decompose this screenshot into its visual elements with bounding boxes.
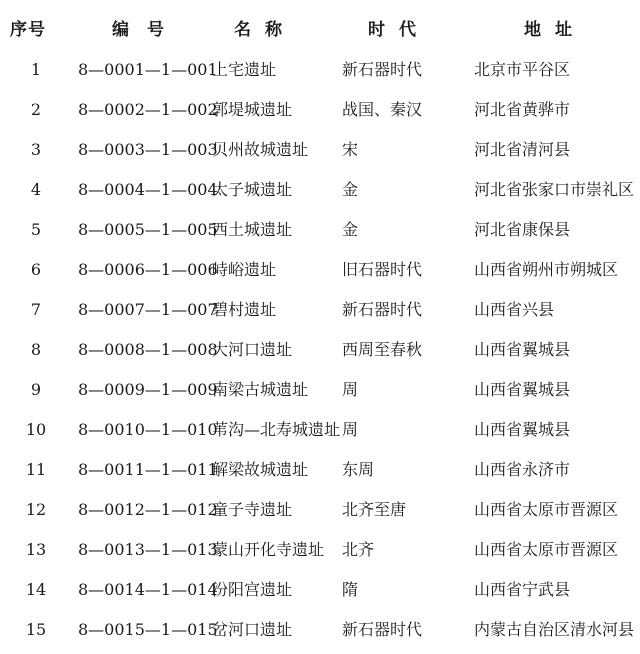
cell-address: 山西省翼城县	[474, 380, 571, 399]
header-address: 地址	[524, 20, 586, 40]
table-row	[0, 574, 640, 614]
cell-name: 贝州故城遗址	[212, 140, 309, 159]
cell-code: 8—0004—1—004	[78, 180, 218, 199]
cell-code: 8—0013—1—013	[78, 540, 218, 559]
table-row	[0, 54, 640, 94]
cell-era: 新石器时代	[342, 300, 423, 319]
table-row	[0, 94, 640, 134]
cell-serial-number: 9	[30, 380, 42, 399]
header-serial-number: 序号	[10, 20, 46, 40]
table-row	[0, 334, 640, 374]
cell-address: 山西省翼城县	[474, 340, 571, 359]
cell-address: 山西省兴县	[474, 300, 555, 319]
table-row	[0, 614, 640, 654]
cell-code: 8—0008—1—008	[78, 340, 218, 359]
cell-name: 碧村遗址	[212, 300, 277, 319]
cell-era: 周	[342, 420, 359, 439]
header-era: 时代	[368, 20, 430, 40]
cell-era: 金	[342, 180, 359, 199]
cell-code: 8—0010—1—010	[78, 420, 218, 439]
cell-address: 河北省康保县	[474, 220, 571, 239]
cell-code: 8—0015—1—015	[78, 620, 218, 639]
cell-code: 8—0011—1—011	[78, 460, 218, 479]
table-row	[0, 534, 640, 574]
cell-code: 8—0007—1—007	[78, 300, 218, 319]
cell-code: 8—0005—1—005	[78, 220, 218, 239]
cell-name: 南梁古城遗址	[212, 380, 309, 399]
cell-serial-number: 3	[30, 140, 42, 159]
cell-code: 8—0014—1—014	[78, 580, 218, 599]
cell-address: 河北省张家口市崇礼区	[474, 180, 635, 199]
cell-era: 周	[342, 380, 359, 399]
cell-era: 战国、秦汉	[342, 100, 423, 119]
cell-code: 8—0009—1—009	[78, 380, 218, 399]
table-row	[0, 374, 640, 414]
cell-serial-number: 12	[25, 500, 47, 519]
cell-era: 东周	[342, 460, 375, 479]
cell-name: 上宅遗址	[212, 60, 277, 79]
cell-era: 北齐	[342, 540, 375, 559]
table-row	[0, 254, 640, 294]
cell-address: 山西省宁武县	[474, 580, 571, 599]
table-row	[0, 494, 640, 534]
table-row	[0, 174, 640, 214]
cell-serial-number: 2	[30, 100, 42, 119]
cell-address: 山西省永济市	[474, 460, 571, 479]
table-row	[0, 294, 640, 334]
cell-address: 山西省太原市晋源区	[474, 540, 619, 559]
table-row	[0, 134, 640, 174]
cell-serial-number: 1	[30, 60, 42, 79]
cell-address: 北京市平谷区	[474, 60, 571, 79]
cell-era: 西周至春秋	[342, 340, 423, 359]
cell-code: 8—0002—1—002	[78, 100, 218, 119]
cell-era: 旧石器时代	[342, 260, 423, 279]
cell-address: 山西省朔州市朔城区	[474, 260, 619, 279]
table-row	[0, 414, 640, 454]
cell-name: 解梁故城遗址	[212, 460, 309, 479]
cell-serial-number: 4	[30, 180, 42, 199]
cell-era: 新石器时代	[342, 620, 423, 639]
cell-era: 隋	[342, 580, 359, 599]
header-code: 编号	[112, 20, 182, 40]
cell-address: 山西省太原市晋源区	[474, 500, 619, 519]
cell-serial-number: 6	[30, 260, 42, 279]
cell-code: 8—0006—1—006	[78, 260, 218, 279]
cell-serial-number: 11	[25, 460, 47, 479]
cell-serial-number: 7	[30, 300, 42, 319]
cell-name: 苇沟—北寿城遗址	[212, 420, 341, 439]
cell-name: 太子城遗址	[212, 180, 293, 199]
cell-name: 大河口遗址	[212, 340, 293, 359]
cell-era: 宋	[342, 140, 359, 159]
cell-address: 河北省黄骅市	[474, 100, 571, 119]
table-row	[0, 454, 640, 494]
cell-name: 童子寺遗址	[212, 500, 293, 519]
cell-address: 河北省清河县	[474, 140, 571, 159]
table-row	[0, 214, 640, 254]
cell-name: 郭堤城遗址	[212, 100, 293, 119]
cell-era: 新石器时代	[342, 60, 423, 79]
cell-code: 8—0001—1—001	[78, 60, 218, 79]
cell-serial-number: 8	[30, 340, 42, 359]
header-name: 名称	[234, 20, 296, 40]
cell-name: 西土城遗址	[212, 220, 293, 239]
cell-name: 峙峪遗址	[212, 260, 277, 279]
cell-serial-number: 10	[25, 420, 47, 439]
cell-name: 岔河口遗址	[212, 620, 293, 639]
table-header-row	[0, 16, 640, 44]
cell-serial-number: 15	[25, 620, 47, 639]
cell-code: 8—0003—1—003	[78, 140, 218, 159]
cell-address: 内蒙古自治区清水河县	[474, 620, 635, 639]
cell-serial-number: 5	[30, 220, 42, 239]
cell-era: 北齐至唐	[342, 500, 407, 519]
cell-name: 蒙山开化寺遗址	[212, 540, 325, 559]
cell-serial-number: 14	[25, 580, 47, 599]
cell-address: 山西省翼城县	[474, 420, 571, 439]
cell-name: 汾阳宫遗址	[212, 580, 293, 599]
cell-era: 金	[342, 220, 359, 239]
cell-code: 8—0012—1—012	[78, 500, 218, 519]
cell-serial-number: 13	[25, 540, 47, 559]
